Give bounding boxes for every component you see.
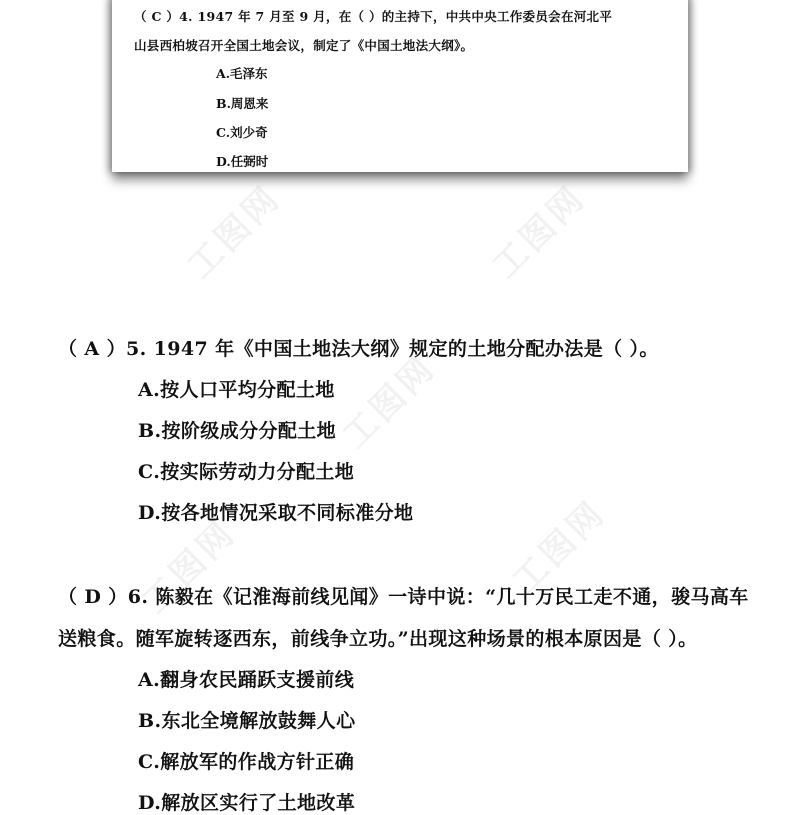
question-6-line-1: （ D ）6. 陈毅在《记淮海前线见闻》一诗中说：“几十万民工走不通，骏马高车 bbox=[58, 586, 749, 608]
question-6-line-2: 送粮食。随军旋转逐西东，前线争立功。”出现这种场景的根本原因是（ ）。 bbox=[58, 628, 698, 650]
q5-option-c: C.按实际劳动力分配土地 bbox=[138, 461, 355, 483]
question-4-card bbox=[112, 0, 688, 172]
watermark: 工图网 bbox=[505, 492, 614, 602]
q5-option-b: B.按阶级成分分配土地 bbox=[138, 420, 337, 442]
question-5: （ A ）5. 1947 年《中国土地法大纲》规定的土地分配办法是（ ）。 bbox=[58, 338, 659, 360]
q6-option-c: C.解放军的作战方针正确 bbox=[138, 751, 355, 773]
option-c: C.刘少奇 bbox=[216, 125, 268, 140]
option-d: D.任弼时 bbox=[216, 154, 269, 169]
option-a: A.毛泽东 bbox=[216, 66, 268, 81]
q5-option-a: A.按人口平均分配土地 bbox=[138, 379, 335, 401]
watermark: 工图网 bbox=[485, 177, 594, 287]
watermark: 工图网 bbox=[335, 347, 444, 457]
watermark: 工图网 bbox=[180, 177, 289, 287]
q6-option-a: A.翻身农民踊跃支援前线 bbox=[138, 669, 355, 691]
q6-option-d: D.解放区实行了土地改革 bbox=[138, 792, 356, 814]
option-b: B.周恩来 bbox=[216, 96, 269, 111]
q6-option-b: B.东北全境解放鼓舞人心 bbox=[138, 710, 356, 732]
question-4-line-1: （ C ）4. 1947 年 7 月至 9 月，在（ ）的主持下，中共中央工作委员会在河北平 bbox=[134, 9, 613, 24]
question-4-line-2: 山县西柏坡召开全国土地会议，制定了《中国土地法大纲》。 bbox=[134, 38, 474, 53]
watermark: 工图网 bbox=[135, 512, 244, 622]
q5-option-d: D.按各地情况采取不同标准分地 bbox=[138, 502, 414, 524]
